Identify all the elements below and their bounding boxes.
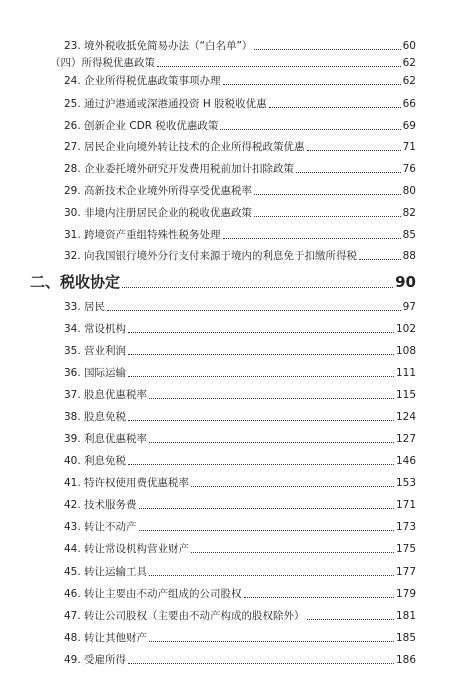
dot-leader bbox=[122, 287, 393, 288]
dot-leader bbox=[244, 597, 394, 598]
toc-entry-page: 171 bbox=[395, 499, 416, 511]
toc-entry-page: 115 bbox=[395, 389, 416, 401]
toc-entry-page: 66 bbox=[402, 98, 416, 110]
toc-entry-page: 88 bbox=[402, 250, 416, 262]
toc-entry[interactable] bbox=[64, 345, 416, 358]
toc-entry-page: 97 bbox=[402, 301, 416, 313]
toc-entry-page: 177 bbox=[395, 566, 416, 578]
toc-entry-label: 39. 利息优惠税率 bbox=[64, 433, 148, 445]
toc-entry-label: 43. 转让不动产 bbox=[64, 521, 137, 533]
toc-entry-page: 62 bbox=[402, 57, 416, 69]
dot-leader bbox=[139, 508, 394, 509]
dot-leader bbox=[307, 619, 394, 620]
toc-entry[interactable] bbox=[64, 98, 416, 111]
toc-entry-page: 185 bbox=[395, 632, 416, 644]
toc-entry-page: 146 bbox=[395, 455, 416, 467]
toc-entry[interactable] bbox=[64, 229, 416, 242]
toc-entry[interactable] bbox=[64, 185, 416, 198]
toc-entry[interactable] bbox=[64, 499, 416, 512]
toc-entry[interactable] bbox=[64, 610, 416, 623]
toc-entry-label: 26. 创新企业 CDR 税收优惠政策 bbox=[64, 120, 219, 132]
toc-entry-page: 85 bbox=[402, 229, 416, 241]
toc-entry-label: 34. 常设机构 bbox=[64, 323, 127, 335]
toc-entry-page: 175 bbox=[395, 543, 416, 555]
toc-entry[interactable] bbox=[64, 40, 416, 53]
dot-leader bbox=[139, 530, 394, 531]
toc-chapter-entry[interactable] bbox=[30, 273, 416, 291]
toc-entry[interactable] bbox=[64, 477, 416, 490]
toc-entry-label: 35. 营业利润 bbox=[64, 345, 127, 357]
dot-leader bbox=[254, 49, 400, 50]
toc-entry[interactable] bbox=[64, 521, 416, 534]
toc-entry[interactable] bbox=[64, 163, 416, 176]
toc-entry[interactable] bbox=[64, 411, 416, 424]
dot-leader bbox=[220, 129, 400, 130]
dot-leader bbox=[191, 486, 394, 487]
dot-leader bbox=[223, 84, 401, 85]
toc-entry-label: 23. 境外税收抵免简易办法（“白名单”） bbox=[64, 40, 253, 52]
dot-leader bbox=[296, 172, 401, 173]
toc-entry-label: 44. 转让常设机构营业财产 bbox=[64, 543, 190, 555]
toc-entry[interactable] bbox=[64, 141, 416, 154]
toc-entry-label: 28. 企业委托境外研究开发费用税前加计扣除政策 bbox=[64, 163, 295, 175]
dot-leader bbox=[157, 66, 401, 67]
toc-entry-page: 108 bbox=[395, 345, 416, 357]
toc-entry-page: 124 bbox=[395, 411, 416, 423]
dot-leader bbox=[149, 398, 394, 399]
toc-entry-label: 37. 股息优惠税率 bbox=[64, 389, 148, 401]
toc-entry-page: 127 bbox=[395, 433, 416, 445]
toc-entry-page: 153 bbox=[395, 477, 416, 489]
dot-leader bbox=[128, 464, 394, 465]
toc-entry-label: 40. 利息免税 bbox=[64, 455, 127, 467]
toc-entry-label: 49. 受雇所得 bbox=[64, 654, 127, 666]
toc-entry-page: 111 bbox=[395, 367, 416, 379]
toc-entry-page: 69 bbox=[402, 120, 416, 132]
toc-entry-label: 30. 非境内注册居民企业的税收优惠政策 bbox=[64, 207, 253, 219]
toc-entry-page: 186 bbox=[395, 654, 416, 666]
toc-entry-page: 62 bbox=[402, 75, 416, 87]
toc-entry-label: 24. 企业所得税优惠政策事项办理 bbox=[64, 75, 221, 87]
toc-entry-label: （四）所得税优惠政策 bbox=[50, 57, 155, 69]
dot-leader bbox=[149, 442, 394, 443]
dot-leader bbox=[307, 150, 401, 151]
toc-entry-page: 71 bbox=[402, 141, 416, 153]
toc-entry[interactable] bbox=[64, 323, 416, 336]
toc-entry-label: 48. 转让其他财产 bbox=[64, 632, 148, 644]
toc-entry-page: 80 bbox=[402, 185, 416, 197]
toc-entry-label: 27. 居民企业向境外转让技术的企业所得税政策优惠 bbox=[64, 141, 305, 153]
toc-entry-label: 31. 跨境资产重组特殊性税务处理 bbox=[64, 229, 221, 241]
toc-entry[interactable] bbox=[64, 120, 416, 133]
toc-entry-page: 181 bbox=[395, 610, 416, 622]
toc-entry-label: 42. 技术服务费 bbox=[64, 499, 137, 511]
toc-entry-label: 32. 向我国银行境外分行支付来源于境内的利息免于扣缴所得税 bbox=[64, 250, 358, 262]
dot-leader bbox=[269, 107, 401, 108]
toc-entry[interactable] bbox=[64, 75, 416, 88]
dot-leader bbox=[128, 663, 394, 664]
toc-entry[interactable] bbox=[64, 389, 416, 402]
toc-entry-page: 179 bbox=[395, 588, 416, 600]
toc-entry[interactable] bbox=[64, 433, 416, 446]
toc-entry-label: 45. 转让运输工具 bbox=[64, 566, 148, 578]
toc-entry-label: 46. 转让主要由不动产组成的公司股权 bbox=[64, 588, 242, 600]
toc-entry[interactable] bbox=[64, 455, 416, 468]
toc-entry[interactable] bbox=[64, 654, 416, 667]
dot-leader bbox=[107, 310, 401, 311]
toc-entry[interactable] bbox=[64, 543, 416, 556]
dot-leader bbox=[128, 354, 394, 355]
toc-entry-label: 33. 居民 bbox=[64, 301, 106, 313]
toc-entry-label: 38. 股息免税 bbox=[64, 411, 127, 423]
toc-entry[interactable] bbox=[64, 301, 416, 314]
dot-leader bbox=[149, 575, 394, 576]
dot-leader bbox=[191, 552, 394, 553]
dot-leader bbox=[128, 332, 394, 333]
toc-entry[interactable] bbox=[64, 566, 416, 579]
dot-leader bbox=[254, 216, 401, 217]
dot-leader bbox=[128, 376, 394, 377]
toc-entry[interactable] bbox=[64, 632, 416, 645]
toc-entry-page: 76 bbox=[402, 163, 416, 175]
toc-entry[interactable] bbox=[64, 588, 416, 601]
dot-leader bbox=[149, 641, 394, 642]
toc-entry[interactable] bbox=[64, 207, 416, 220]
toc-entry[interactable] bbox=[64, 367, 416, 380]
dot-leader bbox=[223, 238, 401, 239]
toc-entry-label: 47. 转让公司股权（主要由不动产构成的股权除外） bbox=[64, 610, 305, 622]
toc-entry-page: 102 bbox=[395, 323, 416, 335]
toc-entry-label: 41. 特许权使用费优惠税率 bbox=[64, 477, 190, 489]
dot-leader bbox=[128, 420, 394, 421]
toc-entry-label: 36. 国际运输 bbox=[64, 367, 127, 379]
toc-entry-page: 82 bbox=[402, 207, 416, 219]
toc-section-entry[interactable] bbox=[50, 57, 416, 70]
toc-entry-page: 90 bbox=[395, 273, 416, 291]
toc-entry-page: 173 bbox=[395, 521, 416, 533]
dot-leader bbox=[254, 194, 401, 195]
dot-leader bbox=[359, 259, 401, 260]
toc-entry[interactable] bbox=[64, 250, 416, 263]
toc-entry-label: 25. 通过沪港通或深港通投资 H 股税收优惠 bbox=[64, 98, 267, 110]
toc-entry-label: 29. 高新技术企业境外所得享受优惠税率 bbox=[64, 185, 253, 197]
toc-entry-page: 60 bbox=[402, 40, 416, 52]
toc-entry-label: 二、税收协定 bbox=[30, 273, 121, 291]
